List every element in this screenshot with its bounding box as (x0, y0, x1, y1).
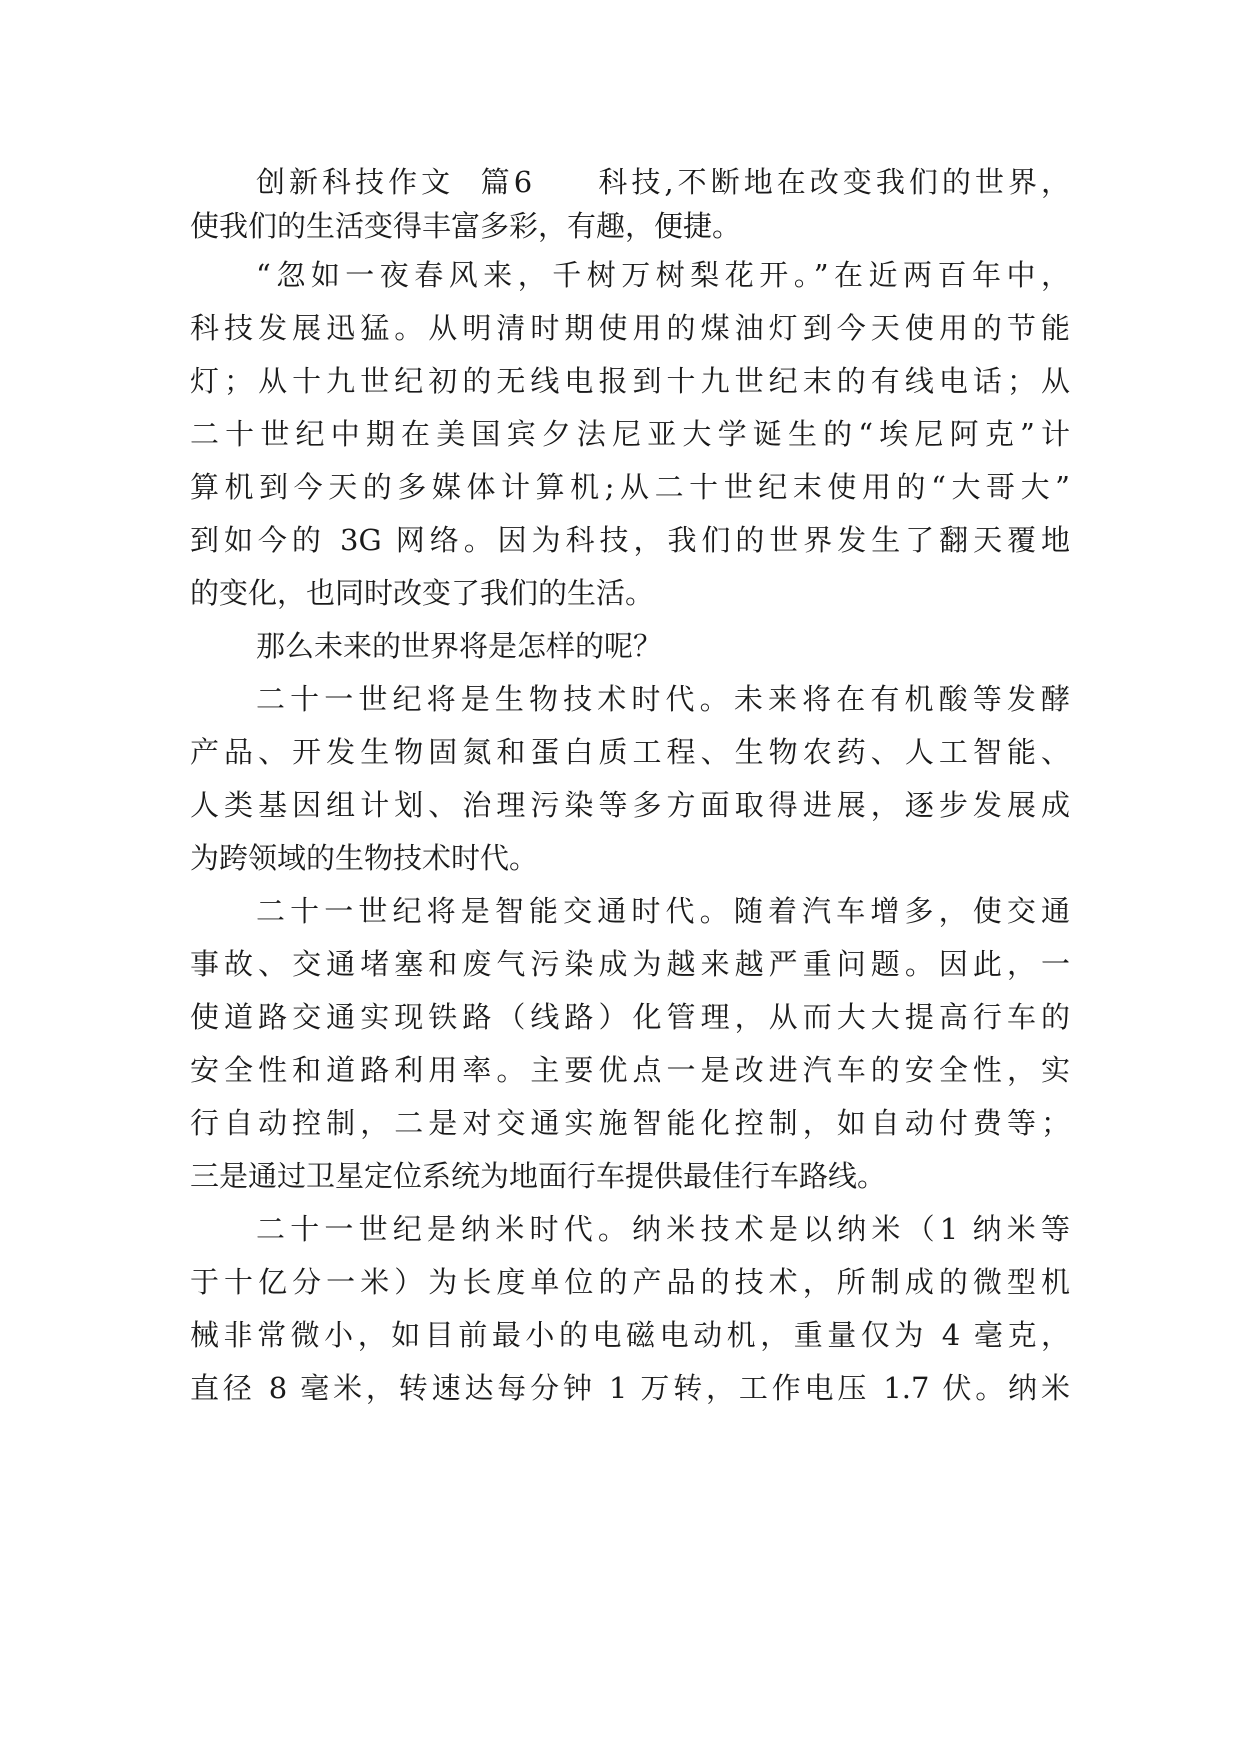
paragraph-2-line-7: 的变化，也同时改变了我们的生活。 (190, 576, 655, 610)
paragraph-2-line-3: 灯；从十九世纪初的无线电报到十九世纪末的有线电话；从 (190, 364, 1070, 398)
paragraph-3-line-1: 那么未来的世界将是怎样的呢？ (256, 629, 663, 663)
paragraph-4-line-2: 产品、开发生物固氮和蛋白质工程、生物农药、人工智能、 (190, 735, 1070, 769)
paragraph-5-line-6: 三是通过卫星定位系统为地面行车提供最佳行车路线。 (190, 1159, 887, 1193)
paragraph-5-line-3: 使道路交通实现铁路（线路）化管理，从而大大提高行车的 (190, 1000, 1070, 1034)
paragraph-2-line-6: 到如今的 3G 网络。因为科技，我们的世界发生了翻天覆地 (190, 523, 1070, 557)
paragraph-4-line-3: 人类基因组计划、治理污染等多方面取得进展，逐步发展成 (190, 788, 1070, 822)
paragraph-1-line-1: 创新科技作文 篇6 科技,不断地在改变我们的世界， (256, 165, 1070, 199)
paragraph-5-line-2: 事故、交通堵塞和废气污染成为越来越严重问题。因此，一 (190, 947, 1070, 981)
paragraph-5-line-4: 安全性和道路利用率。主要优点一是改进汽车的安全性，实 (190, 1053, 1070, 1087)
paragraph-6-line-3: 械非常微小，如目前最小的电磁电动机，重量仅为 4 毫克， (190, 1318, 1070, 1352)
paragraph-5-line-5: 行自动控制，二是对交通实施智能化控制，如自动付费等； (190, 1106, 1070, 1140)
paragraph-2-line-2: 科技发展迅猛。从明清时期使用的煤油灯到今天使用的节能 (190, 311, 1070, 345)
paragraph-4-line-1: 二十一世纪将是生物技术时代。未来将在有机酸等发酵 (256, 682, 1070, 716)
paragraph-5-line-1: 二十一世纪将是智能交通时代。随着汽车增多，使交通 (256, 894, 1070, 928)
paragraph-6-line-1: 二十一世纪是纳米时代。纳米技术是以纳米（1 纳米等 (256, 1212, 1070, 1246)
paragraph-1-line-2: 使我们的生活变得丰富多彩，有趣，便捷。 (190, 209, 742, 243)
paragraph-2-line-1: “忽如一夜春风来，千树万树梨花开。”在近两百年中， (256, 258, 1070, 292)
paragraph-2-line-5: 算机到今天的多媒体计算机;从二十世纪末使用的“大哥大” (190, 470, 1070, 504)
paragraph-2-line-4: 二十世纪中期在美国宾夕法尼亚大学诞生的“埃尼阿克”计 (190, 417, 1070, 451)
paragraph-4-line-4: 为跨领域的生物技术时代。 (190, 841, 539, 875)
paragraph-6-line-4: 直径 8 毫米，转速达每分钟 1 万转，工作电压 1.7 伏。纳米 (190, 1371, 1070, 1405)
paragraph-6-line-2: 于十亿分一米）为长度单位的产品的技术，所制成的微型机 (190, 1265, 1070, 1299)
